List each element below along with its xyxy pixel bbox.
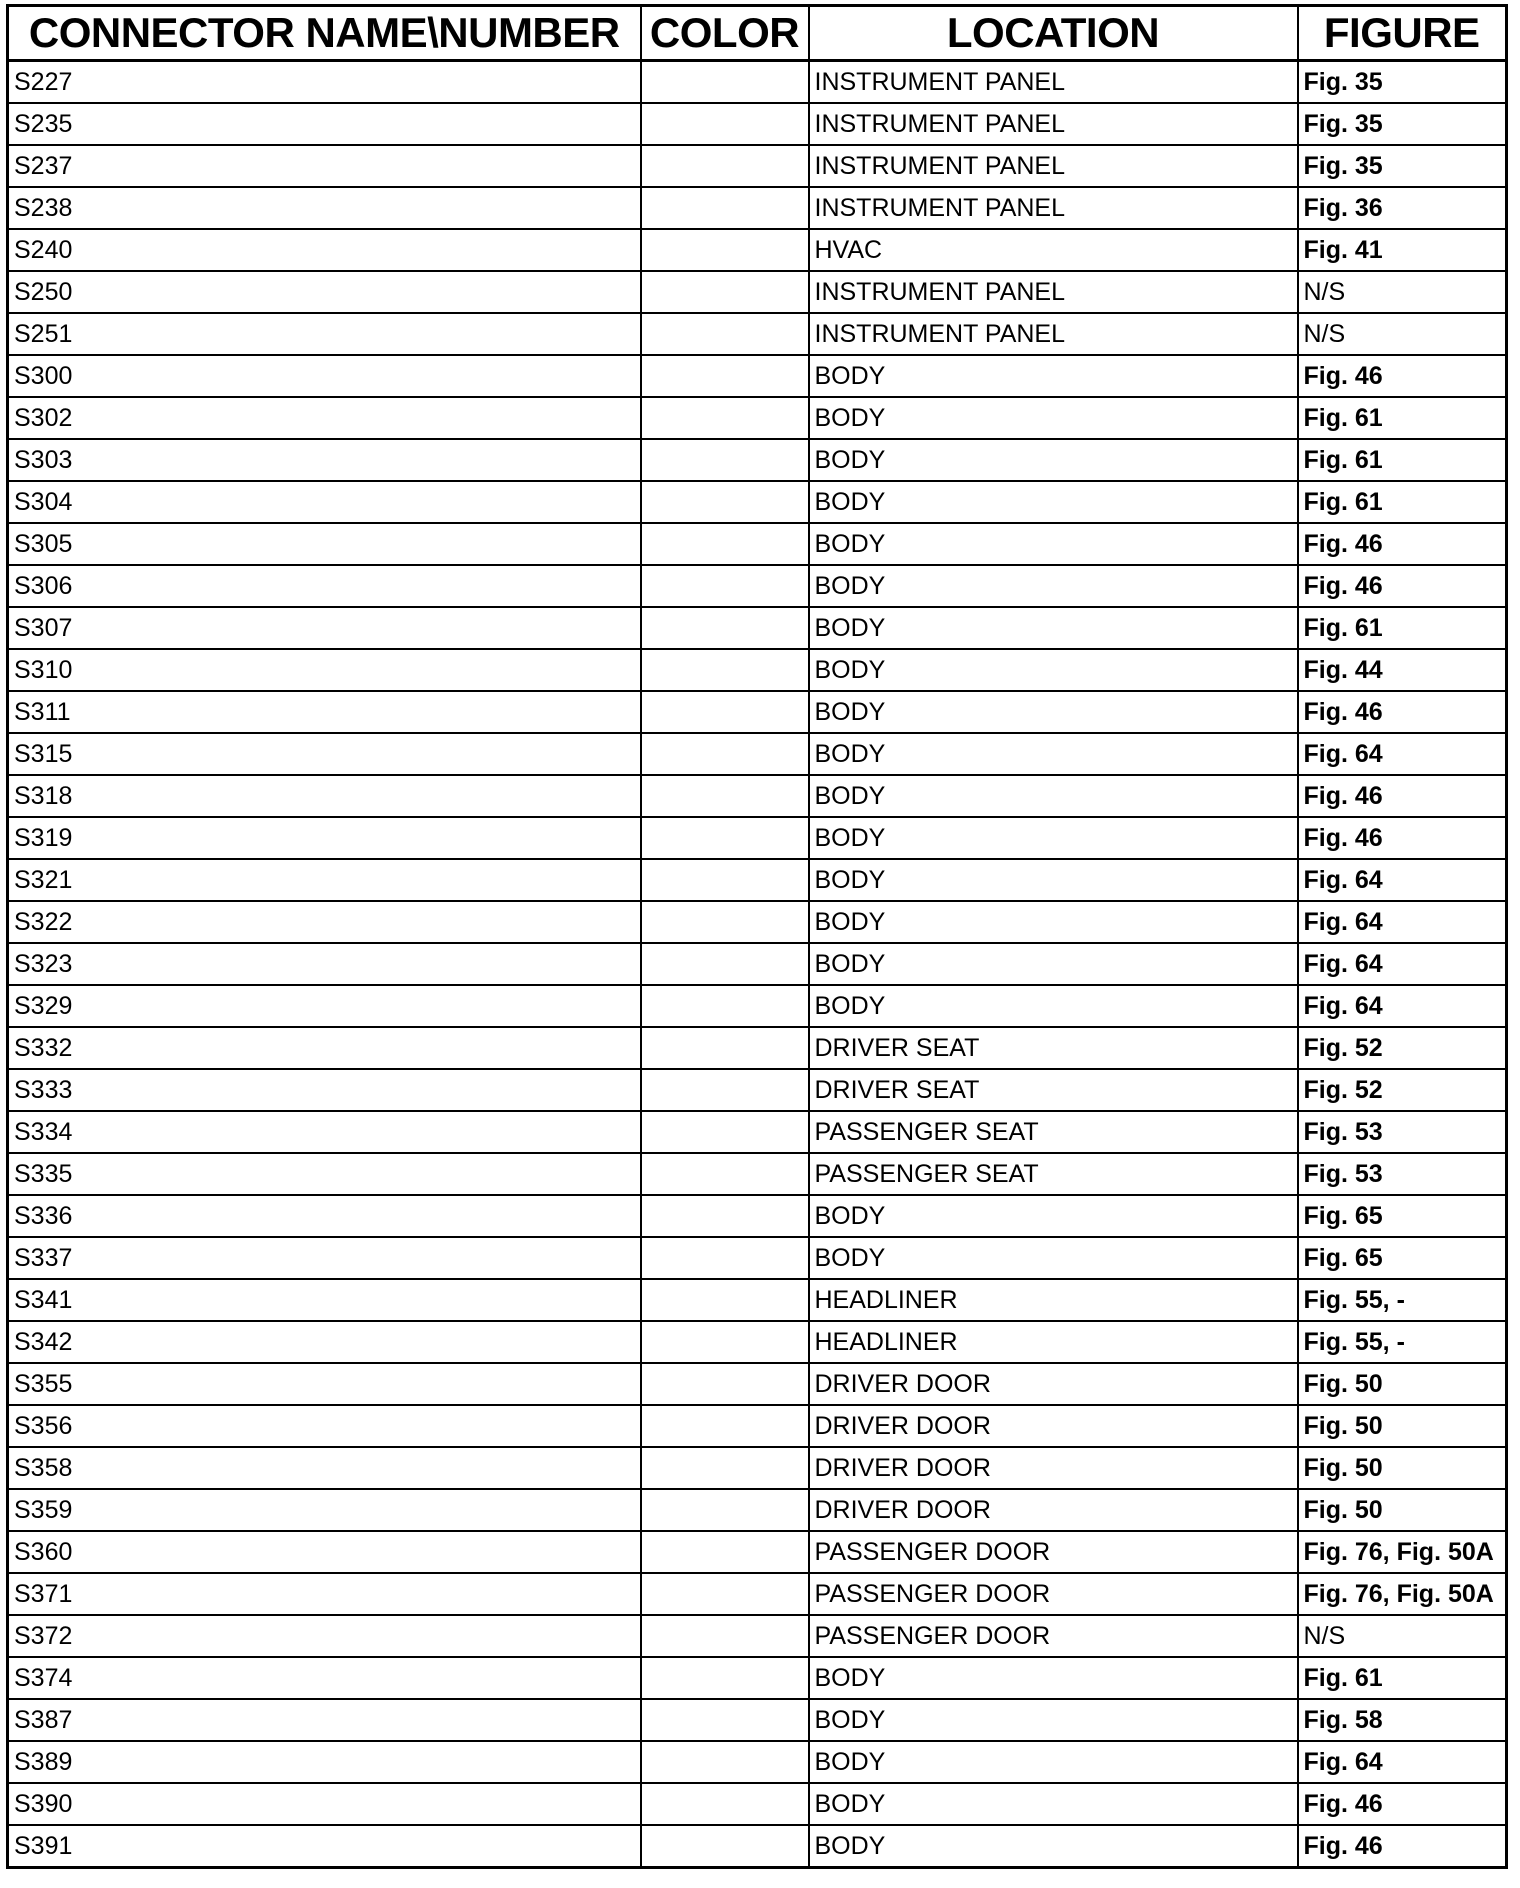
- figure-cell: Fig. 53: [1298, 1153, 1507, 1195]
- location-cell: PASSENGER SEAT: [809, 1111, 1298, 1153]
- figure-cell: Fig. 50: [1298, 1489, 1507, 1531]
- connector-cell: S311: [8, 691, 641, 733]
- color-cell: [641, 691, 809, 733]
- color-cell: [641, 1069, 809, 1111]
- location-cell: INSTRUMENT PANEL: [809, 103, 1298, 145]
- table-row: [8, 481, 1507, 523]
- figure-cell: Fig. 41: [1298, 229, 1507, 271]
- table-row: [8, 1825, 1507, 1868]
- connector-cell: S390: [8, 1783, 641, 1825]
- location-cell: DRIVER DOOR: [809, 1489, 1298, 1531]
- location-cell: PASSENGER DOOR: [809, 1531, 1298, 1573]
- color-cell: [641, 355, 809, 397]
- figure-cell: Fig. 61: [1298, 1657, 1507, 1699]
- location-cell: BODY: [809, 901, 1298, 943]
- connector-cell: S359: [8, 1489, 641, 1531]
- location-cell: PASSENGER DOOR: [809, 1615, 1298, 1657]
- color-cell: [641, 61, 809, 104]
- color-cell: [641, 1615, 809, 1657]
- figure-cell: Fig. 36: [1298, 187, 1507, 229]
- table-row: [8, 985, 1507, 1027]
- location-cell: BODY: [809, 523, 1298, 565]
- figure-cell: Fig. 35: [1298, 103, 1507, 145]
- color-cell: [641, 1111, 809, 1153]
- table-row: [8, 1111, 1507, 1153]
- table-row: [8, 859, 1507, 901]
- color-cell: [641, 1657, 809, 1699]
- color-cell: [641, 649, 809, 691]
- figure-cell: Fig. 46: [1298, 1783, 1507, 1825]
- table-row: [8, 817, 1507, 859]
- color-cell: [641, 313, 809, 355]
- connector-cell: S304: [8, 481, 641, 523]
- figure-cell: Fig. 61: [1298, 397, 1507, 439]
- location-cell: BODY: [809, 817, 1298, 859]
- location-cell: DRIVER DOOR: [809, 1405, 1298, 1447]
- connector-cell: S307: [8, 607, 641, 649]
- location-cell: HEADLINER: [809, 1279, 1298, 1321]
- connector-cell: S358: [8, 1447, 641, 1489]
- table-row: [8, 1783, 1507, 1825]
- location-cell: BODY: [809, 607, 1298, 649]
- color-cell: [641, 1573, 809, 1615]
- location-cell: BODY: [809, 649, 1298, 691]
- table-row: [8, 523, 1507, 565]
- connector-cell: S227: [8, 61, 641, 104]
- table-row: [8, 901, 1507, 943]
- location-cell: BODY: [809, 943, 1298, 985]
- location-cell: BODY: [809, 1657, 1298, 1699]
- location-cell: BODY: [809, 397, 1298, 439]
- connector-cell: S238: [8, 187, 641, 229]
- location-cell: INSTRUMENT PANEL: [809, 61, 1298, 104]
- table-row: [8, 1237, 1507, 1279]
- color-cell: [641, 397, 809, 439]
- color-cell: [641, 817, 809, 859]
- color-cell: [641, 187, 809, 229]
- color-cell: [641, 565, 809, 607]
- connector-cell: S341: [8, 1279, 641, 1321]
- location-cell: BODY: [809, 691, 1298, 733]
- table-row: [8, 1069, 1507, 1111]
- table-row: [8, 187, 1507, 229]
- location-cell: INSTRUMENT PANEL: [809, 271, 1298, 313]
- color-cell: [641, 1699, 809, 1741]
- header-location: LOCATION: [809, 6, 1298, 61]
- color-cell: [641, 1405, 809, 1447]
- location-cell: BODY: [809, 565, 1298, 607]
- table-row: [8, 1279, 1507, 1321]
- location-cell: BODY: [809, 859, 1298, 901]
- connector-cell: S355: [8, 1363, 641, 1405]
- connector-cell: S300: [8, 355, 641, 397]
- figure-cell: Fig. 46: [1298, 565, 1507, 607]
- figure-cell: Fig. 61: [1298, 439, 1507, 481]
- figure-cell: Fig. 76, Fig. 50A: [1298, 1531, 1507, 1573]
- color-cell: [641, 1195, 809, 1237]
- table-row: [8, 565, 1507, 607]
- figure-cell: Fig. 52: [1298, 1027, 1507, 1069]
- color-cell: [641, 1489, 809, 1531]
- figure-cell: Fig. 50: [1298, 1405, 1507, 1447]
- connector-cell: S237: [8, 145, 641, 187]
- location-cell: BODY: [809, 355, 1298, 397]
- table-row: [8, 1657, 1507, 1699]
- connector-cell: S310: [8, 649, 641, 691]
- connector-cell: S342: [8, 1321, 641, 1363]
- location-cell: PASSENGER DOOR: [809, 1573, 1298, 1615]
- color-cell: [641, 1741, 809, 1783]
- figure-cell: Fig. 64: [1298, 1741, 1507, 1783]
- figure-cell: Fig. 46: [1298, 775, 1507, 817]
- header-row: [8, 6, 1507, 61]
- color-cell: [641, 1321, 809, 1363]
- location-cell: BODY: [809, 1741, 1298, 1783]
- location-cell: BODY: [809, 1783, 1298, 1825]
- connector-cell: S315: [8, 733, 641, 775]
- connector-cell: S240: [8, 229, 641, 271]
- location-cell: BODY: [809, 481, 1298, 523]
- connector-cell: S387: [8, 1699, 641, 1741]
- figure-cell: Fig. 64: [1298, 901, 1507, 943]
- color-cell: [641, 859, 809, 901]
- table-row: [8, 1321, 1507, 1363]
- connector-cell: S335: [8, 1153, 641, 1195]
- color-cell: [641, 481, 809, 523]
- figure-cell: Fig. 46: [1298, 523, 1507, 565]
- figure-cell: Fig. 64: [1298, 985, 1507, 1027]
- location-cell: BODY: [809, 1195, 1298, 1237]
- color-cell: [641, 145, 809, 187]
- figure-cell: Fig. 35: [1298, 61, 1507, 104]
- connector-cell: S372: [8, 1615, 641, 1657]
- header-figure: FIGURE: [1298, 6, 1507, 61]
- color-cell: [641, 1237, 809, 1279]
- connector-cell: S360: [8, 1531, 641, 1573]
- color-cell: [641, 733, 809, 775]
- figure-cell: Fig. 65: [1298, 1237, 1507, 1279]
- figure-cell: Fig. 64: [1298, 943, 1507, 985]
- table-row: [8, 1489, 1507, 1531]
- table-row: [8, 943, 1507, 985]
- connector-cell: S389: [8, 1741, 641, 1783]
- table-row: [8, 397, 1507, 439]
- figure-cell: Fig. 46: [1298, 817, 1507, 859]
- location-cell: BODY: [809, 775, 1298, 817]
- color-cell: [641, 1279, 809, 1321]
- figure-cell: N/S: [1298, 313, 1507, 355]
- figure-cell: Fig. 64: [1298, 859, 1507, 901]
- connector-table: [6, 4, 1508, 1869]
- table-row: [8, 1699, 1507, 1741]
- location-cell: DRIVER SEAT: [809, 1027, 1298, 1069]
- connector-cell: S303: [8, 439, 641, 481]
- table-row: [8, 1195, 1507, 1237]
- connector-cell: S302: [8, 397, 641, 439]
- color-cell: [641, 1027, 809, 1069]
- connector-cell: S332: [8, 1027, 641, 1069]
- table-row: [8, 61, 1507, 104]
- color-cell: [641, 229, 809, 271]
- color-cell: [641, 1153, 809, 1195]
- location-cell: BODY: [809, 985, 1298, 1027]
- connector-cell: S333: [8, 1069, 641, 1111]
- connector-cell: S323: [8, 943, 641, 985]
- connector-cell: S329: [8, 985, 641, 1027]
- connector-cell: S337: [8, 1237, 641, 1279]
- connector-cell: S371: [8, 1573, 641, 1615]
- connector-cell: S306: [8, 565, 641, 607]
- color-cell: [641, 985, 809, 1027]
- figure-cell: Fig. 55, -: [1298, 1321, 1507, 1363]
- location-cell: PASSENGER SEAT: [809, 1153, 1298, 1195]
- color-cell: [641, 1447, 809, 1489]
- table-row: [8, 271, 1507, 313]
- color-cell: [641, 1363, 809, 1405]
- connector-cell: S251: [8, 313, 641, 355]
- header-color: COLOR: [641, 6, 809, 61]
- location-cell: BODY: [809, 733, 1298, 775]
- color-cell: [641, 439, 809, 481]
- table-row: [8, 1741, 1507, 1783]
- figure-cell: Fig. 55, -: [1298, 1279, 1507, 1321]
- figure-cell: Fig. 46: [1298, 355, 1507, 397]
- location-cell: DRIVER DOOR: [809, 1447, 1298, 1489]
- connector-cell: S334: [8, 1111, 641, 1153]
- figure-cell: Fig. 46: [1298, 691, 1507, 733]
- connector-cell: S321: [8, 859, 641, 901]
- color-cell: [641, 901, 809, 943]
- location-cell: BODY: [809, 1237, 1298, 1279]
- location-cell: INSTRUMENT PANEL: [809, 187, 1298, 229]
- table-row: [8, 691, 1507, 733]
- figure-cell: Fig. 61: [1298, 481, 1507, 523]
- connector-cell: S319: [8, 817, 641, 859]
- table-row: [8, 775, 1507, 817]
- figure-cell: Fig. 46: [1298, 1825, 1507, 1868]
- figure-cell: N/S: [1298, 271, 1507, 313]
- color-cell: [641, 1531, 809, 1573]
- figure-cell: Fig. 52: [1298, 1069, 1507, 1111]
- table-row: [8, 733, 1507, 775]
- table-row: [8, 229, 1507, 271]
- table-row: [8, 1405, 1507, 1447]
- connector-cell: S322: [8, 901, 641, 943]
- location-cell: DRIVER DOOR: [809, 1363, 1298, 1405]
- table-row: [8, 649, 1507, 691]
- table-row: [8, 1027, 1507, 1069]
- location-cell: BODY: [809, 439, 1298, 481]
- color-cell: [641, 1783, 809, 1825]
- figure-cell: Fig. 58: [1298, 1699, 1507, 1741]
- figure-cell: N/S: [1298, 1615, 1507, 1657]
- figure-cell: Fig. 35: [1298, 145, 1507, 187]
- table-row: [8, 1153, 1507, 1195]
- figure-cell: Fig. 61: [1298, 607, 1507, 649]
- table-row: [8, 355, 1507, 397]
- table-row: [8, 607, 1507, 649]
- table-row: [8, 1615, 1507, 1657]
- table-row: [8, 1531, 1507, 1573]
- color-cell: [641, 1825, 809, 1868]
- figure-cell: Fig. 65: [1298, 1195, 1507, 1237]
- location-cell: BODY: [809, 1699, 1298, 1741]
- location-cell: INSTRUMENT PANEL: [809, 313, 1298, 355]
- connector-cell: S305: [8, 523, 641, 565]
- figure-cell: Fig. 50: [1298, 1363, 1507, 1405]
- connector-cell: S391: [8, 1825, 641, 1868]
- location-cell: HVAC: [809, 229, 1298, 271]
- color-cell: [641, 523, 809, 565]
- connector-cell: S356: [8, 1405, 641, 1447]
- color-cell: [641, 103, 809, 145]
- figure-cell: Fig. 64: [1298, 733, 1507, 775]
- table-row: [8, 145, 1507, 187]
- figure-cell: Fig. 50: [1298, 1447, 1507, 1489]
- color-cell: [641, 271, 809, 313]
- color-cell: [641, 775, 809, 817]
- figure-cell: Fig. 44: [1298, 649, 1507, 691]
- figure-cell: Fig. 53: [1298, 1111, 1507, 1153]
- location-cell: DRIVER SEAT: [809, 1069, 1298, 1111]
- table-row: [8, 313, 1507, 355]
- color-cell: [641, 607, 809, 649]
- connector-cell: S250: [8, 271, 641, 313]
- location-cell: INSTRUMENT PANEL: [809, 145, 1298, 187]
- table-row: [8, 103, 1507, 145]
- connector-cell: S374: [8, 1657, 641, 1699]
- table-row: [8, 1363, 1507, 1405]
- table-row: [8, 1447, 1507, 1489]
- location-cell: BODY: [809, 1825, 1298, 1868]
- color-cell: [641, 943, 809, 985]
- header-connector: CONNECTOR NAME\NUMBER: [8, 6, 641, 61]
- location-cell: HEADLINER: [809, 1321, 1298, 1363]
- connector-cell: S336: [8, 1195, 641, 1237]
- figure-cell: Fig. 76, Fig. 50A: [1298, 1573, 1507, 1615]
- connector-cell: S235: [8, 103, 641, 145]
- table-row: [8, 439, 1507, 481]
- connector-cell: S318: [8, 775, 641, 817]
- table-row: [8, 1573, 1507, 1615]
